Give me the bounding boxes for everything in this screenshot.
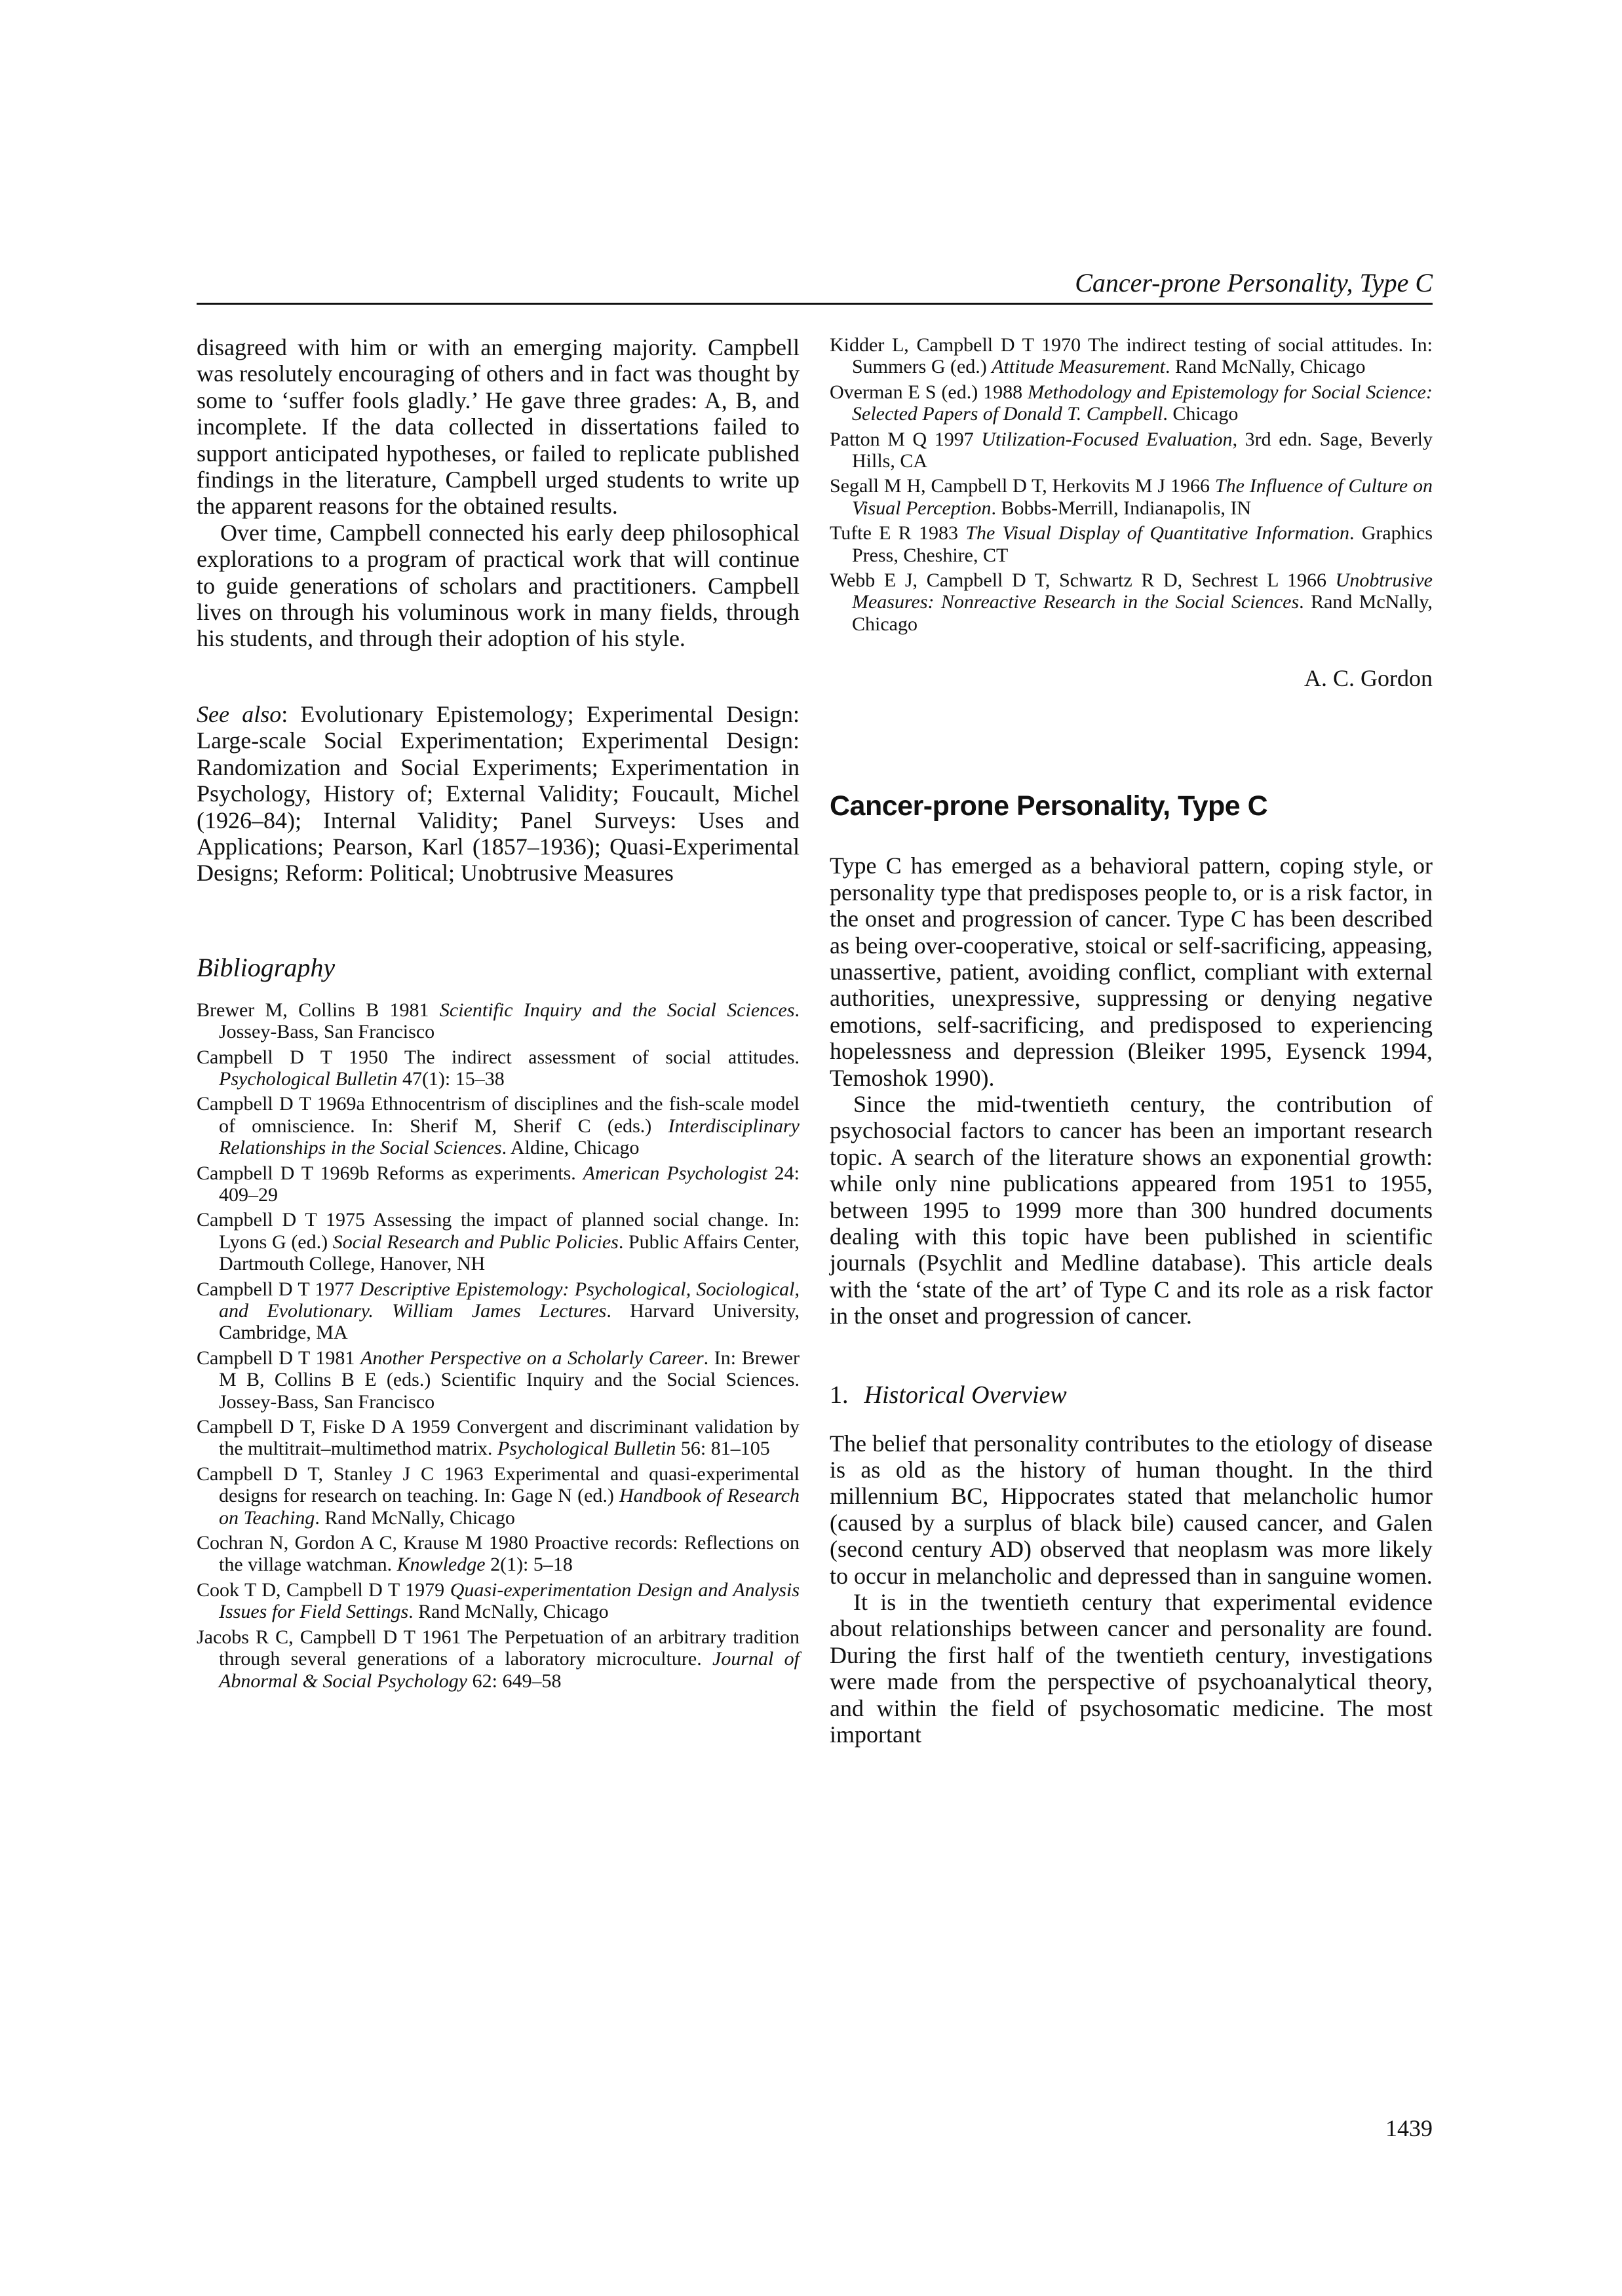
left-column: [197, 334, 800, 1695]
intro-paragraph: Type C has emerged as a behavioral pattern, coping style, or personality type that predisposes people to, or is a risk factor, in the onset and progression of cancer. Type C has been described as being over-cooperative, stoical or self-sacrificing, appeasing, unassertive, patient, avoiding conflict, compliant with external authorities, unexpressive, suppressing or denying negative emotions, self-sacrificing, and predisposed to experiencing hopelessness and depression (Bleiker 1995, Eysenck 1994, Temoshok 1990).: [830, 852, 1433, 1091]
reference-list: [197, 999, 800, 1692]
reference-item: Campbell D T 1969b Reforms as experiments. American Psychologist 24: 409–29: [197, 1162, 800, 1206]
section-title: Historical Overview: [864, 1381, 1067, 1409]
reference-item: Cook T D, Campbell D T 1979 Quasi-experimentation Design and Analysis Issues for Field Settings. Rand McNally, Chicago: [197, 1578, 800, 1623]
section-paragraph: It is in the twentieth century that experimental evidence about relationships between cancer and personality are found. During the first half of the twentieth century, investigations were made from the perspective of psychoanalytical theory, and within the field of psychosomatic medicine. The most important: [830, 1589, 1433, 1748]
right-column: [830, 334, 1433, 1748]
reference-item: Campbell D T 1981 Another Perspective on a Scholarly Career. In: Brewer M B, Collins B E (eds.) Scientific Inquiry and the Social Sciences. Jossey-Bass, San Francisco: [197, 1347, 800, 1413]
reference-item: Campbell D T 1950 The indirect assessment of social attitudes. Psychological Bulletin 47(1): 15–38: [197, 1046, 800, 1090]
see-also-lead: See also: [197, 700, 282, 727]
article-title: Cancer-prone Personality, Type C: [830, 790, 1268, 822]
reference-item: Campbell D T, Stanley J C 1963 Experimental and quasi-experimental designs for research on teaching. In: Gage N (ed.) Handbook of Research on Teaching. Rand McNally, Chicago: [197, 1463, 800, 1529]
intro-paragraph: Since the mid-twentieth century, the contribution of psychosocial factors to cancer has been an important research topic. A search of the literature shows an exponential growth: while only nine publications appeared from 1951 to 1955, between 1995 to 1999 more than 300 hundred documents dealing with this topic have been published in scientific journals (Psychlit and Medline database). This article deals with the ‘state of the art’ of Type C and its role as a risk factor in the onset and progression of cancer.: [830, 1090, 1433, 1330]
body-paragraph: disagreed with him or with an emerging majority. Campbell was resolutely encouraging of others and in fact was thought by some to ‘suffer fools gladly.’ He gave three grades: A, B, and incomplete. If the data collected in dissertations failed to support anticipated hypotheses, or failed to replicate published findings in the literature, Campbell urged students to write up the apparent reasons for the obtained results.: [197, 334, 800, 520]
reference-list-continued: [830, 334, 1433, 635]
section-heading: [830, 1381, 1433, 1409]
reference-item: Tufte E R 1983 The Visual Display of Quantitative Information. Graphics Press, Cheshire, CT: [830, 522, 1433, 566]
bibliography-heading: Bibliography: [197, 952, 336, 982]
reference-item: Campbell D T 1977 Descriptive Epistemology: Psychological, Sociological, and Evolutionary. William James Lectures. Harvard University, Cambridge, MA: [197, 1278, 800, 1344]
reference-item: Webb E J, Campbell D T, Schwartz R D, Sechrest L 1966 Unobtrusive Measures: Nonreactive Research in the Social Sciences. Rand McNally, Chicago: [830, 569, 1433, 635]
section-paragraph: The belief that personality contributes to the etiology of disease is as old as the history of human thought. In the third millennium BC, Hippocrates stated that melancholic humor (caused by a surplus of black bile) caused cancer, and Galen (second century AD) observed that neoplasm was more likely to occur in melancholic and depressed than in sanguine women.: [830, 1430, 1433, 1589]
reference-item: Campbell D T 1975 Assessing the impact of planned social change. In: Lyons G (ed.) Social Research and Public Policies. Public Affairs Center, Dartmouth College, Hanover, NH: [197, 1209, 800, 1275]
reference-item: Segall M H, Campbell D T, Herkovits M J 1966 The Influence of Culture on Visual Perception. Bobbs-Merrill, Indianapolis, IN: [830, 475, 1433, 519]
reference-item: Kidder L, Campbell D T 1970 The indirect testing of social attitudes. In: Summers G (ed.) Attitude Measurement. Rand McNally, Chicago: [830, 334, 1433, 378]
reference-item: Brewer M, Collins B 1981 Scientific Inquiry and the Social Sciences. Jossey-Bass, San Francisco: [197, 999, 800, 1043]
section-number: 1.: [830, 1381, 849, 1409]
reference-item: Patton M Q 1997 Utilization-Focused Evaluation, 3rd edn. Sage, Beverly Hills, CA: [830, 428, 1433, 472]
body-paragraph: Over time, Campbell connected his early deep philosophical explorations to a program of practical work that will continue to guide generations of scholars and practitioners. Campbell lives on through his voluminous work in many fields, through his students, and through their adoption of his style.: [197, 519, 800, 652]
see-also-text: : Evolutionary Epistemology; Experimental Design: Large-scale Social Experimentation; Experimental Design: Randomization and Social Experiments; Experimentation in Psychology, History of; External Validity; Foucault, Michel (1926–84); Internal Validity; Panel Surveys: Uses and Applications; Pearson, Karl (1857–1936); Quasi-Experimental Designs; Reform: Political; Unobtrusive Measures: [197, 700, 800, 887]
reference-item: Campbell D T 1969a Ethnocentrism of disciplines and the fish-scale model of omniscience. In: Sherif M, Sherif C (eds.) Interdisciplinary Relationships in the Social Sciences. Aldine, Chicago: [197, 1093, 800, 1159]
reference-item: Overman E S (ed.) 1988 Methodology and Epistemology for Social Science: Selected Papers of Donald T. Campbell. Chicago: [830, 381, 1433, 425]
running-head: Cancer-prone Personality, Type C: [1075, 268, 1433, 297]
see-also: [197, 701, 800, 887]
reference-item: Campbell D T, Fiske D A 1959 Convergent and discriminant validation by the multitrait–multimethod matrix. Psychological Bulletin 56: 81–105: [197, 1416, 800, 1460]
page-number: 1439: [1385, 2115, 1433, 2141]
reference-item: Jacobs R C, Campbell D T 1961 The Perpetuation of an arbitrary tradition through several generations of a laboratory microculture. Journal of Abnormal & Social Psychology 62: 649–58: [197, 1626, 800, 1692]
article-author: A. C. Gordon: [1304, 665, 1433, 692]
header-rule: [197, 303, 1433, 305]
reference-item: Cochran N, Gordon A C, Krause M 1980 Proactive records: Reflections on the village watchman. Knowledge 2(1): 5–18: [197, 1532, 800, 1576]
